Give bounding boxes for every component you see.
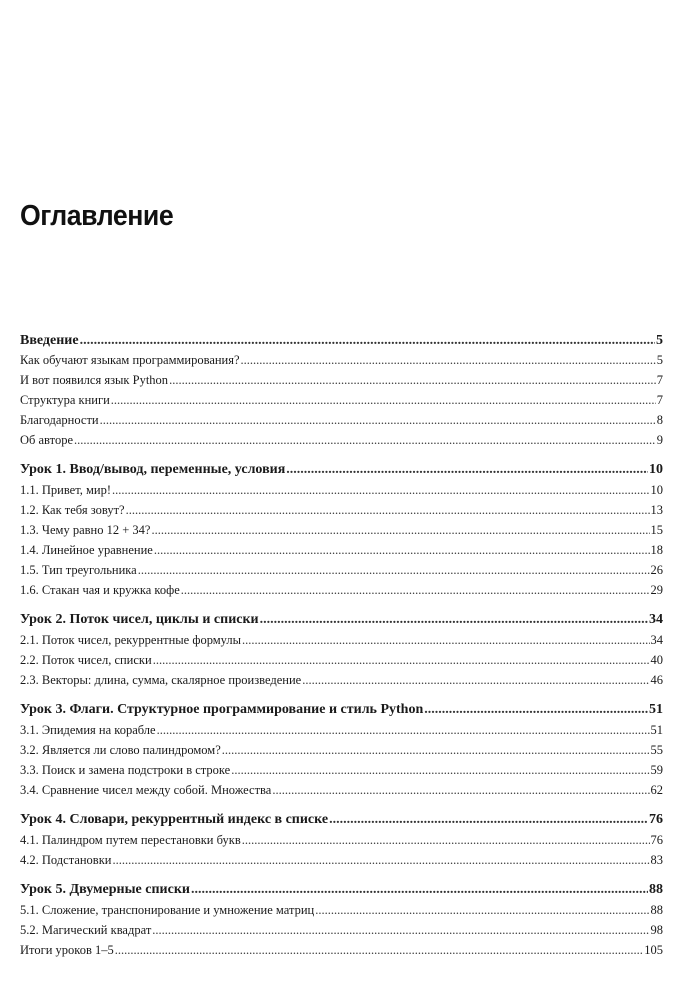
toc-item-entry[interactable] xyxy=(20,633,663,653)
toc-chapter-entry[interactable] xyxy=(20,333,663,353)
toc-item-entry[interactable] xyxy=(20,723,663,743)
toc-page-number: 51 xyxy=(650,723,663,737)
toc-item-entry[interactable] xyxy=(20,503,663,523)
page-title: Оглавление xyxy=(20,200,174,232)
toc-item-entry[interactable] xyxy=(20,373,663,393)
dot-leader xyxy=(100,413,656,428)
toc-entry-title: 2.3. Векторы: длина, сумма, скалярное произведение xyxy=(20,673,302,687)
toc-chapter-entry[interactable] xyxy=(20,882,663,903)
dot-leader xyxy=(272,783,649,798)
toc-chapter-entry[interactable] xyxy=(20,462,663,483)
toc-item-entry[interactable] xyxy=(20,743,663,763)
toc-page-number: 5 xyxy=(656,353,663,367)
toc-entry-title: 2.1. Поток чисел, рекуррентные формулы xyxy=(20,633,242,647)
toc-entry-title: Урок 5. Двумерные списки xyxy=(20,882,190,897)
toc-page-number: 40 xyxy=(650,653,663,667)
dot-leader xyxy=(151,523,649,538)
toc-page-number: 76 xyxy=(649,812,663,827)
toc-entry-title: Как обучают языкам программирования? xyxy=(20,353,240,367)
dot-leader xyxy=(222,743,650,758)
toc-page-number: 15 xyxy=(650,523,663,537)
toc-page-number: 10 xyxy=(650,483,663,497)
toc-page-number: 7 xyxy=(656,373,663,387)
dot-leader xyxy=(286,462,648,478)
toc-page-number: 26 xyxy=(650,563,663,577)
toc-section xyxy=(20,812,663,873)
dot-leader xyxy=(181,583,650,598)
toc-entry-title: Итоги уроков 1–5 xyxy=(20,943,114,957)
dot-leader xyxy=(242,833,650,848)
toc-chapter-entry[interactable] xyxy=(20,812,663,833)
toc-entry-title: Благодарности xyxy=(20,413,99,427)
toc-entry-title: Об авторе xyxy=(20,433,73,447)
dot-leader xyxy=(126,503,650,518)
dot-leader xyxy=(302,673,649,688)
dot-leader xyxy=(191,882,648,898)
toc-page-number: 8 xyxy=(656,413,663,427)
toc-page-number: 10 xyxy=(649,462,663,477)
toc-entry-title: Введение xyxy=(20,333,79,348)
toc-page-number: 7 xyxy=(656,393,663,407)
toc-entry-title: И вот появился язык Python xyxy=(20,373,169,387)
toc-item-entry[interactable] xyxy=(20,413,663,433)
dot-leader xyxy=(424,702,648,718)
toc-item-entry[interactable] xyxy=(20,943,663,963)
toc-item-entry[interactable] xyxy=(20,653,663,673)
toc-page-number: 88 xyxy=(650,903,663,917)
toc-page-number: 5 xyxy=(656,333,663,348)
toc-page-number: 29 xyxy=(650,583,663,597)
dot-leader xyxy=(231,763,649,778)
toc-item-entry[interactable] xyxy=(20,483,663,503)
toc-entry-title: Структура книги xyxy=(20,393,110,407)
toc-item-entry[interactable] xyxy=(20,523,663,543)
toc-page-number: 51 xyxy=(649,702,663,717)
toc-page-number: 34 xyxy=(650,633,663,647)
dot-leader xyxy=(111,393,656,408)
dot-leader xyxy=(157,723,650,738)
toc-page-number: 46 xyxy=(650,673,663,687)
toc-page-number: 98 xyxy=(650,923,663,937)
dot-leader xyxy=(169,373,656,388)
dot-leader xyxy=(260,612,648,628)
toc-page-number: 55 xyxy=(650,743,663,757)
dot-leader xyxy=(153,653,650,668)
dot-leader xyxy=(138,563,650,578)
toc-item-entry[interactable] xyxy=(20,833,663,853)
toc-entry-title: 3.2. Является ли слово палиндромом? xyxy=(20,743,221,757)
toc-entry-title: 3.4. Сравнение чисел между собой. Множества xyxy=(20,783,272,797)
toc-item-entry[interactable] xyxy=(20,783,663,803)
toc-entry-title: Урок 1. Ввод/вывод, переменные, условия xyxy=(20,462,286,477)
toc-item-entry[interactable] xyxy=(20,903,663,923)
toc-entry-title: Урок 2. Поток чисел, циклы и списки xyxy=(20,612,259,627)
toc-chapter-entry[interactable] xyxy=(20,612,663,633)
toc-page-number: 34 xyxy=(649,612,663,627)
toc-page-number: 105 xyxy=(644,943,663,957)
toc-section xyxy=(20,702,663,803)
dot-leader xyxy=(242,633,649,648)
dot-leader xyxy=(80,333,655,349)
toc-page-number: 9 xyxy=(656,433,663,447)
toc-item-entry[interactable] xyxy=(20,543,663,563)
toc-entry-title: Урок 4. Словари, рекуррентный индекс в списке xyxy=(20,812,329,827)
toc-entry-title: 4.2. Подстановки xyxy=(20,853,112,867)
toc-chapter-entry[interactable] xyxy=(20,702,663,723)
toc-item-entry[interactable] xyxy=(20,563,663,583)
toc-item-entry[interactable] xyxy=(20,923,663,943)
toc-item-entry[interactable] xyxy=(20,393,663,413)
toc-item-entry[interactable] xyxy=(20,583,663,603)
toc-entry-title: 3.3. Поиск и замена подстроки в строке xyxy=(20,763,231,777)
toc-page-number: 76 xyxy=(650,833,663,847)
toc-entry-title: 1.4. Линейное уравнение xyxy=(20,543,153,557)
toc-page-number: 59 xyxy=(650,763,663,777)
dot-leader xyxy=(115,943,644,958)
toc-entry-title: 1.2. Как тебя зовут? xyxy=(20,503,125,517)
toc-entry-title: Урок 3. Флаги. Структурное программирование и стиль Python xyxy=(20,702,424,717)
toc-entry-title: 4.1. Палиндром путем перестановки букв xyxy=(20,833,241,847)
toc-page-number: 18 xyxy=(650,543,663,557)
toc-entry-title: 5.1. Сложение, транспонирование и умножение матриц xyxy=(20,903,315,917)
table-of-contents xyxy=(20,333,663,972)
toc-entry-title: 1.5. Тип треугольника xyxy=(20,563,137,577)
dot-leader xyxy=(112,853,649,868)
toc-entry-title: 5.2. Магический квадрат xyxy=(20,923,152,937)
toc-section xyxy=(20,462,663,603)
toc-item-entry[interactable] xyxy=(20,763,663,783)
toc-entry-title: 1.1. Привет, мир! xyxy=(20,483,112,497)
toc-page-number: 13 xyxy=(650,503,663,517)
toc-entry-title: 1.3. Чему равно 12 + 34? xyxy=(20,523,151,537)
toc-section xyxy=(20,333,663,453)
toc-page-number: 88 xyxy=(649,882,663,897)
dot-leader xyxy=(329,812,648,828)
toc-entry-title: 1.6. Стакан чая и кружка кофе xyxy=(20,583,180,597)
dot-leader xyxy=(112,483,649,498)
toc-page-number: 62 xyxy=(650,783,663,797)
dot-leader xyxy=(152,923,649,938)
toc-entry-title: 3.1. Эпидемия на корабле xyxy=(20,723,156,737)
toc-item-entry[interactable] xyxy=(20,853,663,873)
toc-entry-title: 2.2. Поток чисел, списки xyxy=(20,653,152,667)
toc-item-entry[interactable] xyxy=(20,673,663,693)
dot-leader xyxy=(154,543,650,558)
toc-section xyxy=(20,882,663,963)
toc-item-entry[interactable] xyxy=(20,433,663,453)
toc-page-number: 83 xyxy=(650,853,663,867)
dot-leader xyxy=(315,903,649,918)
toc-item-entry[interactable] xyxy=(20,353,663,373)
toc-section xyxy=(20,612,663,693)
dot-leader xyxy=(241,353,656,368)
dot-leader xyxy=(74,433,656,448)
